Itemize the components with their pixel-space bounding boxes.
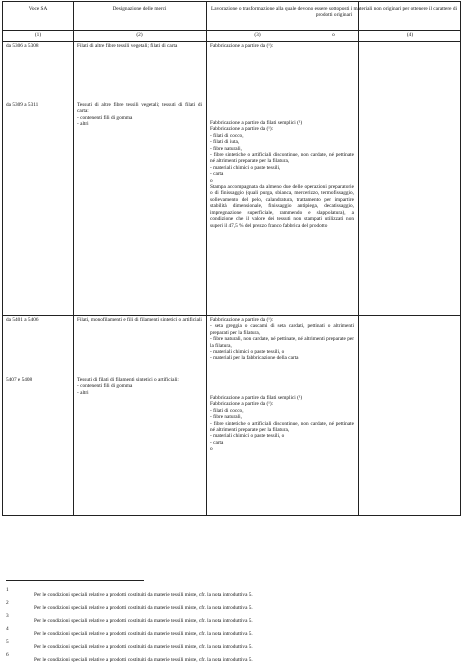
row-description: Tessuti di filati di filamenti sintetici o artificiali: - contenenti fili di gomma - altri [77, 377, 179, 396]
row-rule: Fabbricazione a partire da filati semplici (¹) Fabbricazione a partire da (¹): - filati di cocco, - fibre naturali, - fibre sintetiche o artificiali discontinue, non cardate, né pettinate né altrimenti preparate per la filatura, - materiali chimici o paste tessili, o - carta o [210, 395, 354, 453]
header-lavorazione-text: Lavorazione o trasformazione alla quale devono essere sottoposti i materiali non originari per ottenere il carattere di prodotti originari [211, 6, 457, 19]
footnote-text: Per le condizioni speciali relative a prodotti costituiti da materie tessili miste, cfr. la nota introduttiva 5. [34, 605, 253, 611]
footnote-number: 2 [6, 600, 9, 606]
colnum-2: (2) [136, 32, 143, 38]
footnote [6, 613, 446, 625]
colnum-4: (4) [406, 32, 414, 38]
footnote [6, 600, 446, 612]
header-designazione-text: Designazione delle merci [112, 6, 167, 12]
row-divider [3, 30, 460, 31]
row-description: Filati, monofilamenti e fili di filamenti sintetici o artificiali [77, 317, 202, 323]
row-code: da 5401 a 5406 [6, 317, 39, 323]
header-lavorazione [209, 6, 459, 19]
footnote [6, 639, 446, 651]
row-code: 5407 e 5408 [6, 377, 33, 383]
footnote-text: Per le condizioni speciali relative a prodotti costituiti da materie tessili miste, cfr. la nota introduttiva 5. [34, 644, 253, 650]
row-rule: Fabbricazione a partire da (¹): [210, 43, 274, 49]
footnote-text: Per le condizioni speciali relative a prodotti costituiti da materie tessili miste, cfr. la nota introduttiva 5. [34, 618, 253, 624]
footnote-number: 3 [6, 613, 9, 619]
col-divider [358, 2, 359, 515]
footnote-number: 5 [6, 639, 9, 645]
row-rule: Fabbricazione a partire da (¹): - seta greggia o cascami di seta cardati, pettinati o altrimenti preparati per la filatura, - fibre naturali, non cardate, né pettinate, né altrimenti preparate per la filatura, - materiali chimici o paste tessili, o - materiali per la fabbricazione della carta [210, 317, 354, 362]
row-code: da 5309 a 5311 [6, 102, 39, 108]
header-designazione [73, 6, 206, 12]
colnum-3: (3) [254, 32, 261, 38]
footnote [6, 626, 446, 638]
header-voce [3, 6, 73, 12]
footnote-number: 1 [6, 587, 9, 593]
colnum-1: (1) [34, 32, 42, 38]
footnote-text: Per le condizioni speciali relative a prodotti costituiti da materie tessili miste, cfr. la nota introduttiva 5. [34, 657, 253, 663]
col-divider [206, 2, 207, 515]
row-divider [3, 315, 460, 316]
row-description: Filati di altre fibre tessili vegetali; filati di carta [77, 43, 178, 49]
row-description: Tessuti di altre fibre tessili vegetali; tessuti di filati di carta: - contenenti fili di gomma - altri [77, 102, 202, 128]
footnote-text: Per le condizioni speciali relative a prodotti costituiti da materie tessili miste, cfr. la nota introduttiva 5. [34, 592, 253, 598]
col-divider [73, 2, 74, 515]
footnote-separator [6, 580, 144, 581]
row-divider [3, 41, 460, 42]
row-rule: Fabbricazione a partire da filati semplici (¹) Fabbricazione a partire da (¹): - filati di cocco, - filati di iuta, - fibre naturali, - fibre sintetiche o artificiali discontinue, non cardate, né pettinate né altrimenti preparate per la filatura, - materiali chimici o paste tessili, - carta o Stampa accompagnata da almeno due delle operazioni preparatorie o di finissaggio (quali purga, sbianca, mercerizzo, termofissaggio, sollevamento del pelo, calandratura, trattamento per impartire stabilità dimensionale, finissaggio antipiega, decatissaggio, impregnazione superficiale, rammendo e slappolatura), a condizione che il valore dei tessuti non stampati utilizzati non superi il 47,5 % del prezzo franco fabbrica del prodotto [210, 120, 354, 229]
footnote [6, 587, 446, 599]
rules-table [2, 1, 461, 516]
footnote-text: Per le condizioni speciali relative a prodotti costituiti da materie tessili miste, cfr. la nota introduttiva 5. [34, 631, 253, 637]
colnum-or: o [332, 32, 335, 38]
header-voce-text: Voce SA [28, 6, 48, 12]
row-code: da 5306 a 5308 [6, 43, 39, 49]
footnote [6, 652, 446, 664]
footnote-number: 6 [6, 652, 9, 658]
footnote-number: 4 [6, 626, 9, 632]
